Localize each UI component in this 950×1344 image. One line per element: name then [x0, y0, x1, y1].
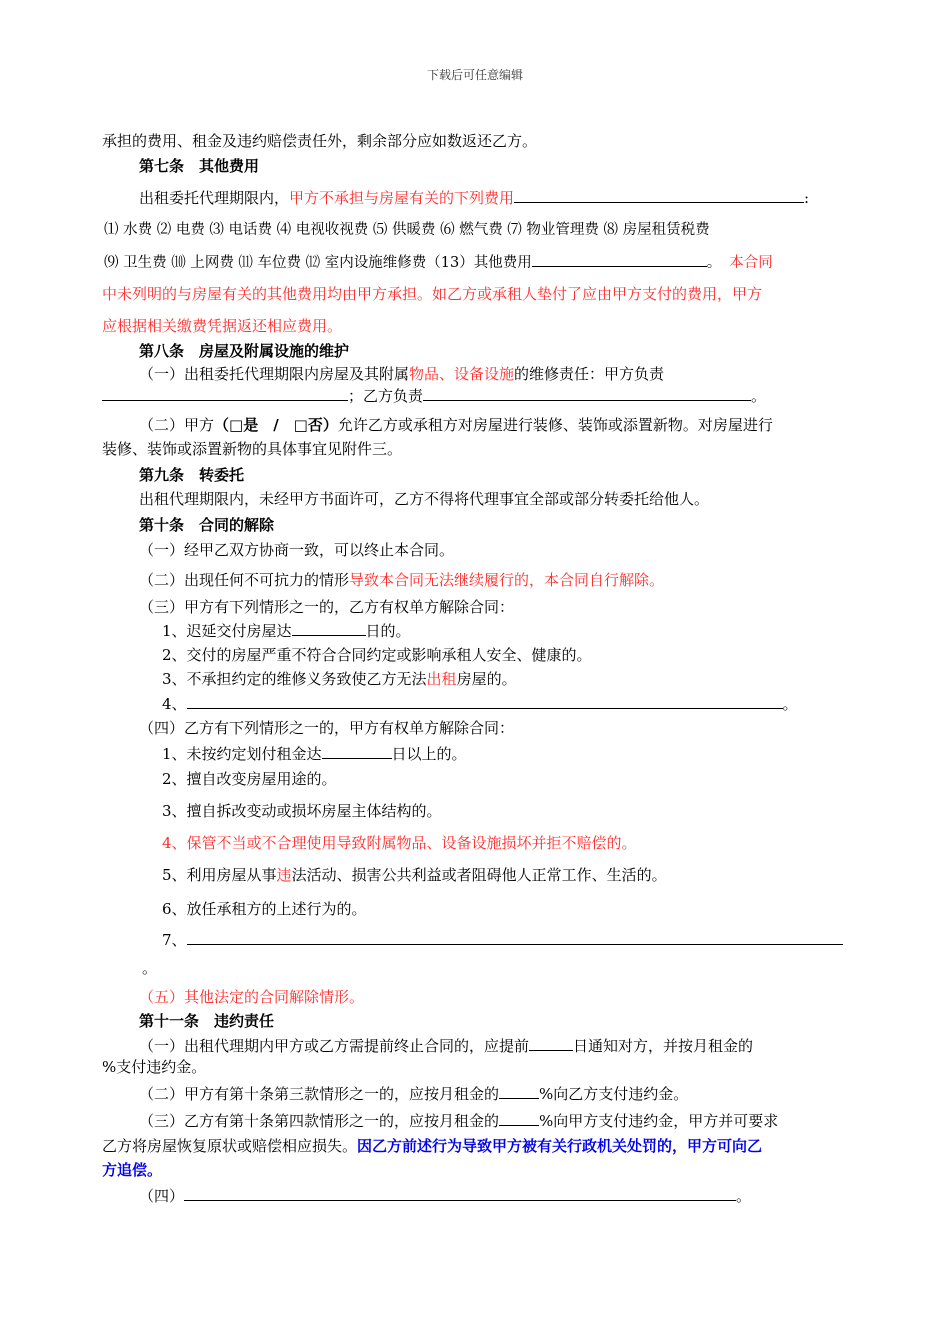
article-9-line-1: 出租代理期限内，未经甲方书面许可，乙方不得将代理事宜全部或部分转委托给他人。 [139, 490, 710, 508]
article-10-s4-item-7: 7、 [162, 930, 843, 950]
article-11-s4: （四） 。 [139, 1187, 752, 1205]
article-11-s1: （一）出租代理期内甲方或乙方需提前终止合同的，应提前 日通知对方，并按月租金的 [139, 1037, 754, 1055]
page-header: 下载后可任意编辑 [426, 68, 523, 82]
article-7-title: 第七条 其他费用 [139, 157, 260, 175]
article-10-s4-item-7-end: 。 [142, 959, 158, 977]
article-10-s3: （三）甲方有下列情形之一的，乙方有权单方解除合同： [139, 598, 515, 616]
article-11-s3: （三）乙方有第十条第四款情形之一的，应按月租金的 %向甲方支付违约金，甲方并可要求 [139, 1112, 779, 1130]
paragraph: 承担的费用、租金及违约赔偿责任外，剩余部分应如数返还乙方。 [102, 132, 538, 150]
article-11-title: 第十一条 违约责任 [139, 1012, 275, 1030]
blank-field[interactable] [187, 930, 843, 945]
article-8-line-2: ；乙方负责 。 [102, 386, 766, 406]
article-10-s3-item-3: 3、不承担约定的维修义务致使乙方无法出租房屋的。 [162, 670, 517, 688]
article-10-s4-item-5: 5、利用房屋从事违法活动、损害公共利益或者阻碍他人正常工作、生活的。 [162, 866, 667, 884]
blank-field[interactable] [499, 1111, 539, 1126]
article-10-s5: （五）其他法定的合同解除情形。 [139, 988, 365, 1006]
blank-field[interactable] [423, 386, 751, 401]
article-8-line-4: 装修、装饰或添置新物的具体事宜见附件三。 [102, 440, 403, 458]
article-11-s2: （二）甲方有第十条第三款情形之一的，应按月租金的 %向乙方支付违约金。 [139, 1085, 689, 1103]
article-7-line-1: 出租委托代理期限内，甲方不承担与房屋有关的下列费用 : [139, 189, 810, 207]
blank-field[interactable] [532, 252, 707, 267]
article-10-s3-item-1: 1、迟延交付房屋达 日的。 [162, 622, 411, 640]
blank-field[interactable] [292, 621, 366, 636]
article-10-s4-item-3: 3、擅自拆改变动或损坏房屋主体结构的。 [162, 802, 442, 820]
article-10-s4: （四）乙方有下列情形之一的，甲方有权单方解除合同： [139, 719, 515, 737]
article-7-line-4: 中未列明的与房屋有关的其他费用均由甲方承担。如乙方或承租人垫付了应由甲方支付的费用，甲方 [102, 285, 763, 303]
blank-field[interactable] [322, 744, 392, 759]
article-7-line-3: ⑼ 卫生费 ⑽ 上网费 ⑾ 车位费 ⑿ 室内设施维修费（13）其他费用 。 本合同 [104, 252, 773, 273]
blank-field[interactable] [514, 188, 804, 203]
article-10-title: 第十条 合同的解除 [139, 516, 275, 534]
article-10-s3-item-4: 4、 。 [162, 695, 798, 713]
article-10-s4-item-1: 1、未按约定划付租金达 日以上的。 [162, 745, 467, 763]
article-7-line-2: ⑴ 水费 ⑵ 电费 ⑶ 电话费 ⑷ 电视收视费 ⑸ 供暖费 ⑹ 燃气费 ⑺ 物业管理费 ⑻ 房屋租赁税费 [104, 222, 710, 238]
blank-field[interactable] [529, 1036, 573, 1051]
blank-field[interactable] [102, 386, 348, 401]
article-8-title: 第八条 房屋及附属设施的维护 [139, 342, 350, 360]
blank-field[interactable] [187, 694, 783, 709]
article-9-title: 第九条 转委托 [139, 466, 245, 484]
article-10-s4-item-2: 2、擅自改变房屋用途的。 [162, 770, 337, 788]
article-10-s3-item-2: 2、交付的房屋严重不符合合同约定或影响承租人安全、健康的。 [162, 646, 592, 664]
blank-field[interactable] [184, 1186, 736, 1201]
article-11-s3-cont: 乙方将房屋恢复原状或赔偿相应损失。因乙方前述行为导致甲方被有关行政机关处罚的，甲方可向乙 [102, 1137, 763, 1155]
article-11-s3-cont-2: 方追偿。 [102, 1161, 163, 1179]
article-8-line-1: （一）出租委托代理期限内房屋及其附属物品、设备设施的维修责任：甲方负责 [139, 365, 665, 383]
article-10-s2: （二）出现任何不可抗力的情形导致本合同无法继续履行的，本合同自行解除。 [139, 571, 665, 589]
article-8-line-3: （二）甲方（□是 / □否）允许乙方或承租方对房屋进行装修、装饰或添置新物。对房屋进行 [139, 416, 773, 434]
article-10-s4-item-4: 4、保管不当或不合理使用导致附属物品、设备设施损坏并拒不赔偿的。 [162, 834, 637, 852]
article-11-s1-cont: %支付违约金。 [102, 1058, 207, 1076]
article-10-s1: （一）经甲乙双方协商一致，可以终止本合同。 [139, 541, 455, 559]
article-10-s4-item-6: 6、放任承租方的上述行为的。 [162, 900, 367, 918]
blank-field[interactable] [499, 1084, 539, 1099]
article-7-line-5: 应根据相关缴费凭据返还相应费用。 [102, 317, 343, 335]
